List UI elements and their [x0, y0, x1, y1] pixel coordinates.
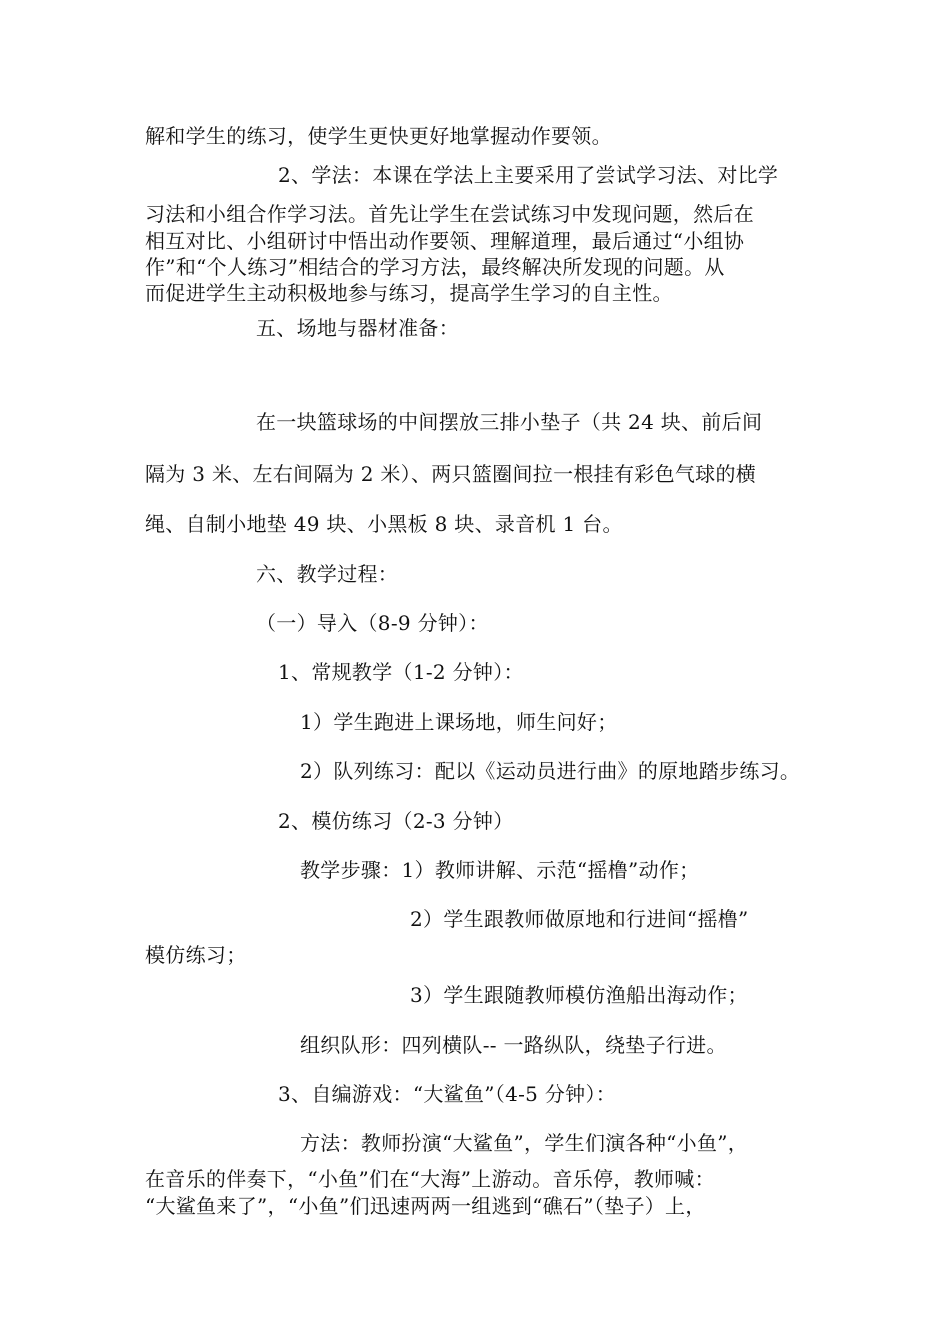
text-line: 在一块篮球场的中间摆放三排小垫子（共 24 块、前后间 [256, 410, 763, 434]
text-line: 解和学生的练习，使学生更快更好地掌握动作要领。 [145, 124, 612, 148]
text-line: 1）学生跑进上课场地，师生问好； [300, 710, 618, 734]
text-line: “大鲨鱼来了”，“小鱼”们迅速两两一组逃到“礁石”（垫子）上， [145, 1194, 706, 1218]
text-line: 作”和“个人练习”相结合的学习方法，最终解决所发现的问题。从 [145, 255, 725, 279]
text-line: 在音乐的伴奏下，“小鱼”们在“大海”上游动。音乐停，教师喊： [145, 1167, 715, 1191]
text-line: 3）学生跟随教师模仿渔船出海动作； [410, 983, 748, 1007]
text-line: 1、常规教学（1-2 分钟）： [278, 660, 524, 684]
text-line: 方法：教师扮演“大鲨鱼”，学生们演各种“小鱼”， [300, 1131, 749, 1155]
text-line: 2）学生跟教师做原地和行进间“摇橹” [410, 907, 749, 931]
text-line: 隔为 3 米、左右间隔为 2 米）、两只篮圈间拉一根挂有彩色气球的横 [145, 462, 757, 486]
text-line: 组织队形：四列横队-- 一路纵队，绕垫子行进。 [300, 1033, 727, 1057]
text-line: 2、学法：本课在学法上主要采用了尝试学习法、对比学 [278, 163, 779, 187]
text-line: 模仿练习； [145, 943, 247, 967]
text-line: 绳、自制小地垫 49 块、小黑板 8 块、录音机 1 台。 [145, 512, 623, 536]
text-line: 2）队列练习：配以《运动员进行曲》的原地踏步练习。 [300, 759, 801, 783]
text-line: 3、自编游戏：“大鲨鱼”（4-5 分钟）： [278, 1082, 617, 1106]
text-line: 2、模仿练习（2-3 分钟） [278, 809, 514, 833]
text-line: 教学步骤：1）教师讲解、示范“摇橹”动作； [300, 858, 700, 882]
text-line: 相互对比、小组研讨中悟出动作要领、理解道理，最后通过“小组协 [145, 229, 745, 253]
subsection-heading: （一）导入（8-9 分钟）： [256, 611, 489, 635]
section-heading: 五、场地与器材准备： [256, 316, 459, 340]
text-line: 习法和小组合作学习法。首先让学生在尝试练习中发现问题，然后在 [145, 202, 754, 226]
section-heading: 六、教学过程： [256, 562, 399, 586]
text-line: 而促进学生主动积极地参与练习，提高学生学习的自主性。 [145, 281, 673, 305]
